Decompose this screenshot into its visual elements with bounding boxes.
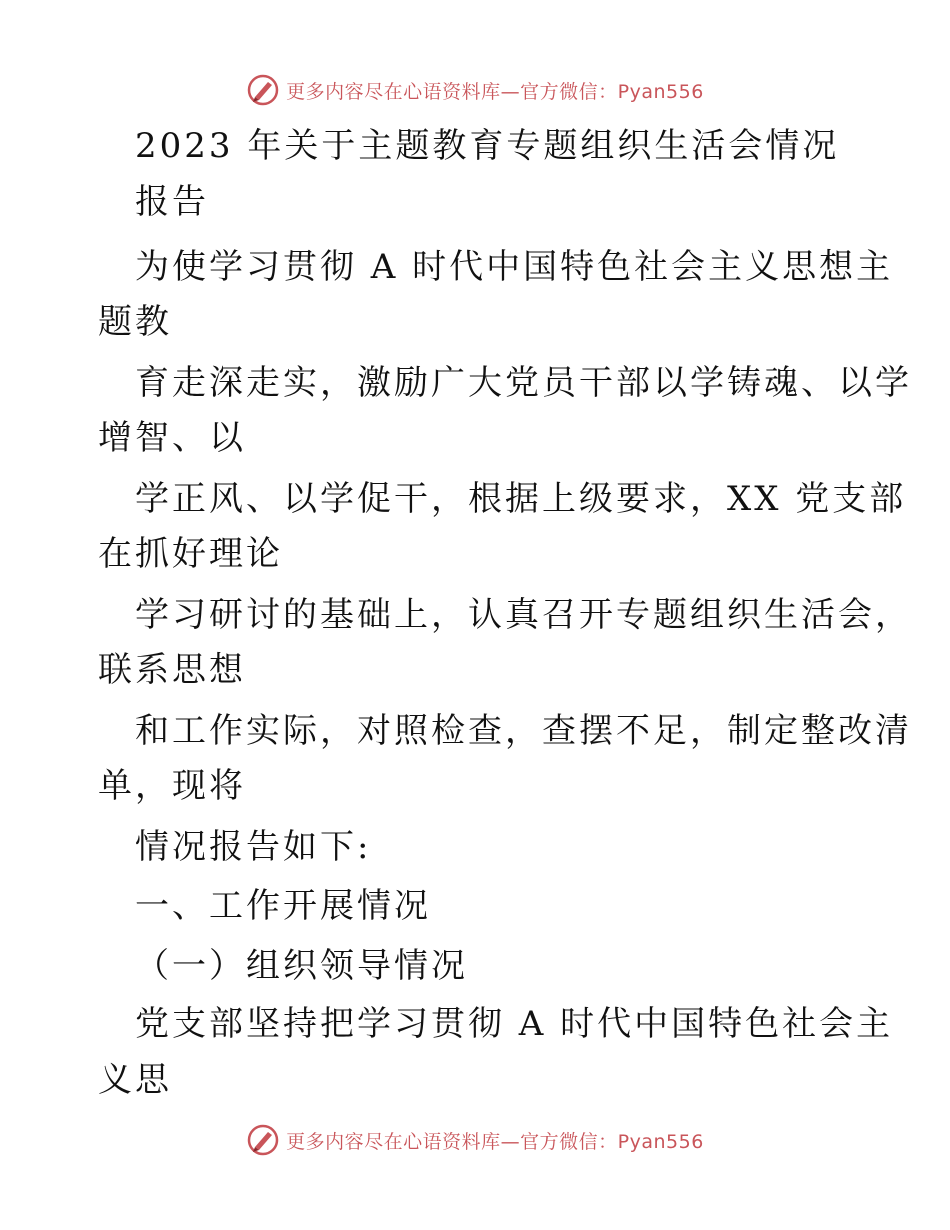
paragraph-line: 在抓好理论: [98, 534, 283, 574]
document-title-line-1: 2023 年关于主题教育专题组织生活会情况: [135, 126, 840, 166]
paragraph-line: 学正风、以学促干，根据上级要求，XX 党支部: [135, 479, 907, 519]
paragraph-line: 为使学习贯彻 A 时代中国特色社会主义思想主: [135, 247, 894, 287]
section-heading: 一、工作开展情况: [135, 886, 431, 926]
watermark-text: 更多内容尽在心语资料库—官方微信：Pyan556: [286, 1130, 704, 1153]
footer-watermark: [0, 1122, 950, 1158]
header-watermark: [0, 72, 950, 108]
paragraph-line: 育走深走实，激励广大党员干部以学铸魂、以学: [135, 363, 912, 403]
paragraph-line: 增智、以: [98, 418, 246, 458]
paragraph-line: 联系思想: [98, 650, 246, 690]
paragraph-line: 情况报告如下:: [135, 827, 372, 867]
document-title-line-2: 报告: [135, 182, 209, 222]
paragraph-line: 党支部坚持把学习贯彻 A 时代中国特色社会主: [135, 1004, 894, 1044]
subsection-heading: （一）组织领导情况: [135, 946, 468, 986]
watermark-text: 更多内容尽在心语资料库—官方微信：Pyan556: [286, 80, 704, 103]
pen-seal-icon: [246, 73, 280, 107]
paragraph-line: 学习研讨的基础上，认真召开专题组织生活会，: [135, 595, 912, 635]
paragraph-line: 题教: [98, 302, 172, 342]
paragraph-line: 和工作实际，对照检查，查摆不足，制定整改清: [135, 711, 912, 751]
paragraph-line: 单，现将: [98, 766, 246, 806]
paragraph-line: 义思: [98, 1060, 172, 1100]
pen-seal-icon: [246, 1123, 280, 1157]
